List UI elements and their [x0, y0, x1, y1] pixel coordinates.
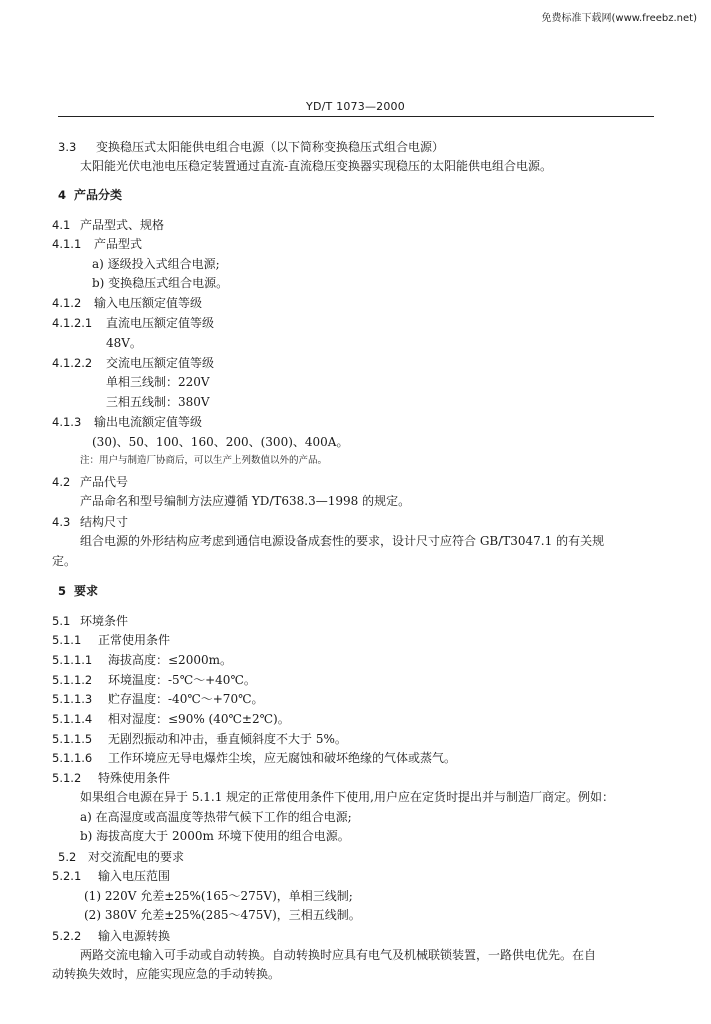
line-text: 相对湿度：≤90% (40℃±2℃)。: [108, 712, 290, 726]
section-number: 5.1.1.2: [52, 673, 93, 687]
line-text: 变换稳压式太阳能供电组合电源（以下简称变换稳压式组合电源）: [96, 140, 445, 154]
section-number: 4: [58, 188, 67, 202]
line-text: 输入电源转换: [98, 929, 171, 943]
section-number: 5.1.1.6: [52, 751, 93, 765]
line-text: 产品型式: [94, 237, 143, 251]
section-number: 5.1.1.4: [52, 712, 93, 726]
line-text: 组合电源的外形结构应考虑到通信电源设备成套性的要求，设计尺寸应符合 GB/T3047.1 的有关规: [80, 534, 605, 548]
line-text: 直流电压额定值等级: [106, 316, 215, 330]
line-text: 太阳能光伏电池电压稳定装置通过直流-直流稳压变换器实现稳压的太阳能供电组合电源。: [80, 159, 553, 173]
line-text: 如果组合电源在异于 5.1.1 规定的正常使用条件下使用,用户应在定货时提出并与制造厂商定。例如：: [80, 790, 614, 804]
line-text: 特殊使用条件: [98, 771, 171, 785]
line-text: b) 海拔高度大于 2000m 环境下使用的组合电源。: [80, 829, 350, 843]
section-number: 4.3: [52, 515, 71, 529]
section-number: 5: [58, 584, 67, 598]
line-text: a) 逐级投入式组合电源;: [92, 257, 220, 271]
line-text: 交流电压额定值等级: [106, 356, 215, 370]
section-number: 5.2.1: [52, 869, 82, 883]
section-number: 5.1.1: [52, 633, 82, 647]
section-number: 4.1: [52, 218, 71, 232]
section-number: 4.1.2: [52, 296, 82, 310]
section-number: 5.1: [52, 614, 71, 628]
line-text: 工作环境应无导电爆炸尘埃，应无腐蚀和破坏绝缘的气体或蒸气。: [108, 751, 457, 765]
section-number: 5.1.1.3: [52, 692, 93, 706]
line-text: 产品型式、规格: [80, 218, 165, 232]
watermark-text: 免费标准下载网(www.freebz.net): [541, 13, 697, 24]
line-text: 海拔高度：≤2000m。: [108, 653, 232, 667]
line-text: (2) 380V 允差±25%(285～475V)，三相五线制。: [84, 908, 361, 922]
section-number: 3.3: [58, 140, 77, 154]
standard-code-header: YD/T 1073—2000: [306, 100, 405, 113]
line-text: 定。: [52, 554, 77, 568]
header-rule: [58, 116, 654, 117]
note-text: 注：用户与制造厂协商后，可以生产上列数值以外的产品。: [80, 455, 328, 466]
line-text: a) 在高湿度或高温度等热带气候下工作的组合电源;: [80, 810, 352, 824]
line-text: 48V。: [106, 336, 142, 350]
line-text: 环境条件: [80, 614, 129, 628]
section-number: 4.1.3: [52, 415, 82, 429]
line-text: 单相三线制：220V: [106, 375, 210, 389]
section-number: 5.1.1.1: [52, 653, 93, 667]
section-number: 4.1.2.2: [52, 356, 93, 370]
section-number: 5.1.2: [52, 771, 82, 785]
line-text: 产品分类: [74, 188, 123, 202]
line-text: 贮存温度：-40℃～+70℃。: [108, 692, 264, 706]
section-number: 4.1.2.1: [52, 316, 93, 330]
line-text: 对交流配电的要求: [88, 850, 185, 864]
line-text: 无剧烈振动和冲击，垂直倾斜度不大于 5%。: [108, 732, 347, 746]
section-number: 4.1.1: [52, 237, 82, 251]
line-text: 产品命名和型号编制方法应遵循 YD/T638.3—1998 的规定。: [80, 494, 411, 508]
line-text: 三相五线制：380V: [106, 395, 210, 409]
section-number: 4.2: [52, 475, 71, 489]
section-number: 5.1.1.5: [52, 732, 93, 746]
line-text: 输出电流额定值等级: [94, 415, 203, 429]
section-number: 5.2.2: [52, 929, 82, 943]
line-text: 正常使用条件: [98, 633, 171, 647]
line-text: (30)、50、100、160、200、(300)、400A。: [92, 435, 349, 449]
line-text: 输入电压范围: [98, 869, 171, 883]
line-text: 输入电压额定值等级: [94, 296, 203, 310]
line-text: 结构尺寸: [80, 515, 129, 529]
line-text: b) 变换稳压式组合电源。: [92, 276, 229, 290]
line-text: 产品代号: [80, 475, 129, 489]
section-number: 5.2: [58, 850, 77, 864]
line-text: (1) 220V 允差±25%(165～275V)，单相三线制;: [84, 889, 353, 903]
line-text: 要求: [74, 584, 99, 598]
line-text: 环境温度：-5℃～+40℃。: [108, 673, 256, 687]
line-text: 两路交流电输入可手动或自动转换。自动转换时应具有电气及机械联锁装置，一路供电优先。在自: [80, 948, 597, 962]
line-text: 动转换失效时，应能实现应急的手动转换。: [52, 967, 281, 981]
